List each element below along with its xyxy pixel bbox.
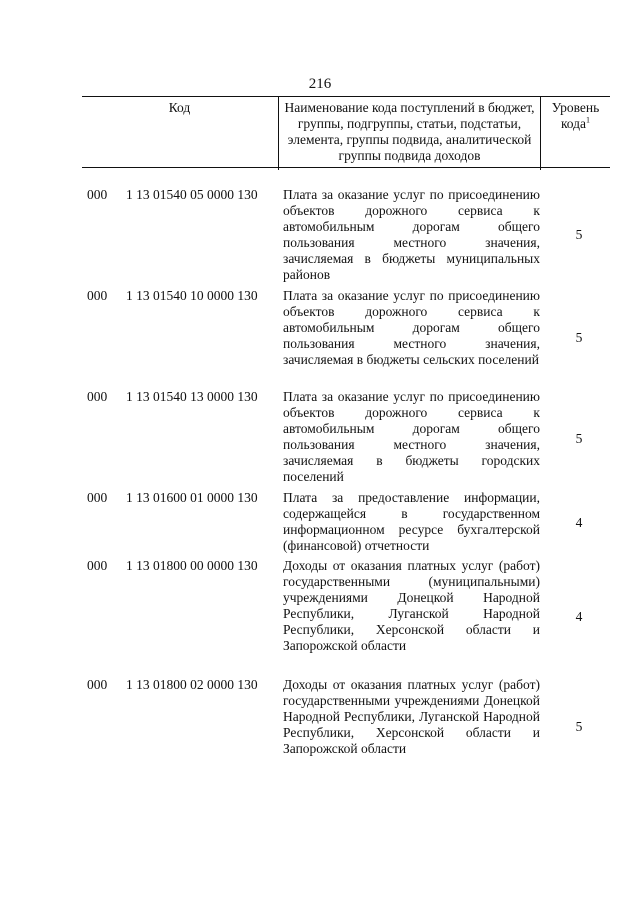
row-code: 1 13 01540 05 0000 130 <box>126 187 258 202</box>
row-code: 1 13 01600 01 0000 130 <box>126 490 258 505</box>
header-level-label: Уровень кода <box>551 100 600 131</box>
header-code: Код <box>168 100 191 115</box>
row-name: Плата за оказание услуг по присоединению объектов дорожного сервиса к автомобильным дорогам общего пользования местного значения, зачисляемая в бюджеты муниципальных районов <box>283 187 540 282</box>
row-code: 1 13 01540 13 0000 130 <box>126 389 258 404</box>
row-code: 1 13 01800 02 0000 130 <box>126 677 258 692</box>
row-name: Плата за оказание услуг по присоединению объектов дорожного сервиса к автомобильным дорогам общего пользования местного значения, зачисляемая в бюджеты сельских поселений <box>283 288 540 367</box>
row-name: Доходы от оказания платных услуг (работ) государственными учреждениями Донецкой Народной Республики, Луганской Народной Республики, Херсонской области и Запорожской области <box>283 677 540 756</box>
row-level: 5 <box>575 227 583 242</box>
table-header <box>82 96 610 168</box>
row-name: Плата за предоставление информации, содержащейся в государственном информационном ресурсе бухгалтерской (финансовой) отчетности <box>283 490 540 553</box>
row-name: Плата за оказание услуг по присоединению объектов дорожного сервиса к автомобильным дорогам общего пользования местного значения, зачисляемая в бюджеты городских поселений <box>283 389 540 484</box>
row-prefix: 000 <box>87 558 108 573</box>
row-level: 4 <box>575 609 583 624</box>
row-code: 1 13 01800 00 0000 130 <box>126 558 258 573</box>
row-level: 5 <box>575 330 583 345</box>
row-level: 5 <box>575 431 583 446</box>
row-prefix: 000 <box>87 187 108 202</box>
header-level-footnote: 1 <box>586 115 591 125</box>
row-name: Доходы от оказания платных услуг (работ) государственными (муниципальными) учреждениями Донецкой Народной Республики, Луганской Народной Республики, Херсонской области и Запорожской области <box>283 558 540 653</box>
row-level: 5 <box>575 719 583 734</box>
header-level <box>541 97 610 170</box>
page-number: 216 <box>308 76 332 92</box>
row-prefix: 000 <box>87 288 108 303</box>
row-code: 1 13 01540 10 0000 130 <box>126 288 258 303</box>
row-prefix: 000 <box>87 490 108 505</box>
row-prefix: 000 <box>87 389 108 404</box>
row-level: 4 <box>575 515 583 530</box>
header-name: Наименование кода поступлений в бюджет, группы, подгруппы, статьи, подстатьи, элемента, группы подвида, аналитической группы подвида доходов <box>278 97 541 170</box>
row-prefix: 000 <box>87 677 108 692</box>
